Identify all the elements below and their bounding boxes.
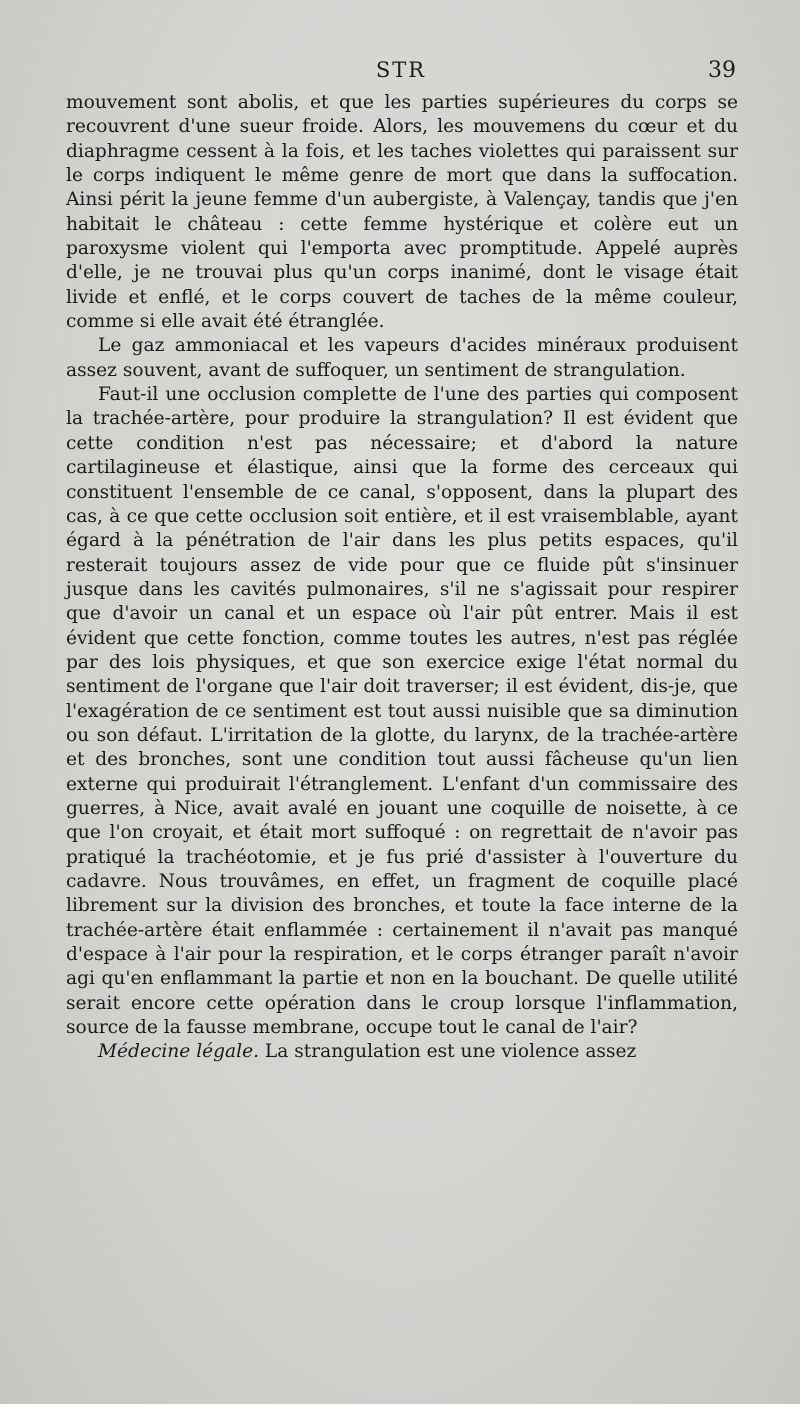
paragraph-occlusion: Faut-il une occlusion complette de l'une des parties qui composent la trachée-artère, pour produire la strangulation? Il est évident que cette condition n'est pas nécessaire; et d'abord la nature cartilagineuse et élastique, ainsi que la forme des cerceaux qui constituent l'ensemble de ce canal, s'opposent, dans la plupart des cas, à ce que cette occlusion soit entière, et il est vraisemblable, ayant égard à la pénétration de l'air dans les plus petits espaces, qu'il resterait toujours assez de vide pour que ce fluide pût s'insinuer jusque dans les cavités pulmonaires, s'il ne s'agissait pour respirer que d'avoir un canal et un espace où l'air pût entrer. Mais il est évident que cette fonction, comme toutes les autres, n'est pas réglée par des lois physiques, et que son exercice exige l'état normal du sentiment de l'organe que l'air doit traverser; il est évident, dis-je, que l'exagération de ce sentiment est tout aussi nuisible que sa diminution ou son défaut. L'irritation de la glotte, du larynx, de la trachée-artère et des bronches, sont une condition tout aussi fâcheuse qu'un lien externe qui produirait l'étranglement. L'enfant d'un commissaire des guerres, à Nice, avait avalé en jouant une coquille de noisette, à ce que l'on croyait, et était mort suffoqué : on regrettait de n'avoir pas pratiqué la trachéotomie, et je fus prié d'assister à l'ouverture du cadavre. Nous trouvâmes, en effet, un fragment de coquille placé librement sur la division des bronches, et toute la face interne de la trachée-artère était enflammée : certainement il n'avait pas manqué d'espace à l'air pour la respiration, et le corps étranger paraît n'avoir agi qu'en enflammant la partie et non en la bouchant. De quelle utilité serait encore cette opération dans le croup lorsque l'inflammation, source de la fausse membrane, occupe tout le canal de l'air? (66, 384, 738, 1039)
page-number: 39 (708, 58, 736, 83)
paragraph-medecine-legale (66, 1040, 738, 1064)
section-lead-italic: Médecine légale. (98, 1041, 259, 1063)
paragraph-ammoniac: Le gaz ammoniacal et les vapeurs d'acides minéraux produisent assez souvent, avant de suffoquer, un sentiment de strangulation. (66, 335, 738, 381)
section-lead-text: La strangulation est une violence assez (259, 1041, 637, 1063)
body-text (66, 91, 738, 1065)
page-header (66, 58, 736, 92)
paragraph-continued: mouvement sont abolis, et que les parties supérieures du corps se recouvrent d'une sueur froide. Alors, les mouvemens du cœur et du diaphragme cessent à la fois, et les taches violettes qui paraissent sur le corps indiquent le même genre de mort que dans la suffocation. Ainsi périt la jeune femme d'un aubergiste, à Valençay, tandis que j'en habitait le château : cette femme hystérique et colère eut un paroxysme violent qui l'emporta avec promptitude. Appelé auprès d'elle, je ne trouvai plus qu'un corps inanimé, dont le visage était livide et enflé, et le corps couvert de taches de la même couleur, comme si elle avait été étranglée. (66, 92, 738, 333)
running-head: STR (375, 58, 427, 82)
